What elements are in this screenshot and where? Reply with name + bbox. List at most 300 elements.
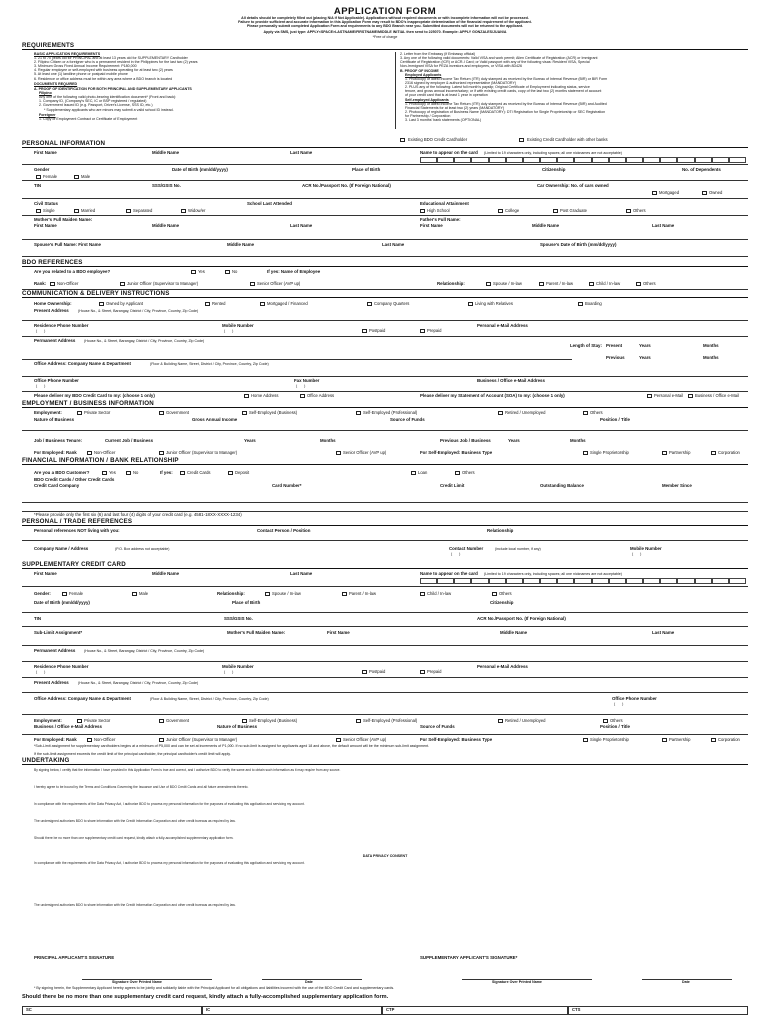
- rule: [22, 626, 748, 627]
- private-label: Private Sector: [84, 410, 111, 415]
- first-name-label: First Name: [34, 150, 57, 155]
- undertaking-paragraph: The undersigned authorizes BDO to share information with the Credit Information Corporation and other credit bureaus as required by law.: [34, 903, 236, 907]
- corporation-label: Corporation: [718, 450, 740, 455]
- card-char-box[interactable]: [557, 157, 574, 163]
- present-months-label: Months: [703, 343, 719, 348]
- supp-emp-others-label: Others: [610, 718, 623, 723]
- supp-senior-checkbox[interactable]: [336, 738, 341, 742]
- rule: [22, 239, 748, 240]
- spouse-middle-label: Middle Name: [227, 242, 255, 247]
- employment-heading: EMPLOYMENT / BUSINESS INFORMATION: [22, 400, 154, 407]
- emp-nonofficer-label: Non-Officer: [94, 450, 116, 455]
- card-char-box[interactable]: [643, 157, 660, 163]
- rule: [22, 430, 748, 431]
- rule: [22, 586, 748, 587]
- section-bar: [22, 525, 748, 526]
- card-char-box[interactable]: [471, 157, 488, 163]
- rule: [22, 359, 572, 360]
- card-char-box[interactable]: [592, 578, 609, 584]
- name-on-card-note: (Limited to 19 characters only, including spaces; all one nicknames are not acceptable): [484, 150, 622, 155]
- ref-mobile-paren: ( ): [632, 552, 642, 556]
- member-since-label: Member Since: [662, 483, 692, 488]
- supp-private-label: Private Sector: [84, 718, 111, 723]
- card-char-box[interactable]: [677, 157, 694, 163]
- self-prof-label: Self-Employed (Professional): [363, 410, 418, 415]
- gender-label: Gender: [34, 167, 50, 172]
- supp-middle-label: Middle Name: [152, 571, 180, 576]
- card-char-box[interactable]: [592, 157, 609, 163]
- list-item: tenure, and gross annual income/salary; or if with existing credit cards, copy of the last two (2) months statement of account: [405, 89, 602, 94]
- supp-spouse-checkbox[interactable]: [265, 592, 270, 596]
- ref-others-checkbox[interactable]: [636, 282, 641, 286]
- college-checkbox[interactable]: [498, 209, 503, 213]
- fin-cc-checkbox[interactable]: [180, 471, 185, 475]
- customer-no-checkbox[interactable]: [126, 471, 131, 475]
- bdo-customer-q: Are you a BDO Customer?: [34, 470, 90, 475]
- list-item: for Partnership / Corporation: [405, 113, 451, 118]
- card-char-box[interactable]: [454, 578, 471, 584]
- customer-yes-checkbox[interactable]: [102, 471, 107, 475]
- related-yes-checkbox[interactable]: [191, 270, 196, 274]
- ref-contact-note: (include local number, if any): [495, 546, 541, 551]
- footer-cts-box: [568, 1006, 748, 1015]
- emp-senior-checkbox[interactable]: [336, 451, 341, 455]
- card-char-box[interactable]: [540, 157, 557, 163]
- last-name-label: Last Name: [290, 150, 313, 155]
- card-char-box[interactable]: [420, 157, 437, 163]
- fin-if-yes-label: If yes:: [160, 470, 173, 475]
- card-char-box[interactable]: [712, 157, 729, 163]
- card-char-box[interactable]: [557, 578, 574, 584]
- rule: [22, 540, 748, 541]
- card-char-box[interactable]: [420, 578, 437, 584]
- ref-parent-checkbox[interactable]: [539, 282, 544, 286]
- supp-tin-label: TIN: [34, 616, 42, 621]
- supp-spouse-label: Spouse / In-law: [272, 591, 301, 596]
- list-item: 6. Residence or office address must be within any area where a BDO branch is located: [34, 76, 173, 81]
- emp-others-checkbox[interactable]: [583, 411, 588, 415]
- credit-limit-label: Credit Limit: [440, 483, 465, 488]
- supp-male-checkbox[interactable]: [132, 592, 137, 596]
- supp-private-checkbox[interactable]: [77, 719, 82, 723]
- ref-junior-label: Junior Officer (Supervisor to Manager): [127, 281, 199, 286]
- emp-senior-label: Senior Officer (AVP up): [343, 450, 387, 455]
- retired-checkbox[interactable]: [498, 411, 503, 415]
- section-bar: [22, 764, 748, 765]
- res-phone-label: Residence Phone Number: [34, 323, 89, 328]
- supp-mother-label: Mother's Full Maiden Name:: [227, 630, 286, 635]
- proof-id: A. PROOF OF IDENTIFICATION FOR BOTH PRINCIPAL AND SUPPLEMENTARY APPLICANTS: [34, 86, 192, 91]
- supp-senior-label: Senior Officer (AVP up): [343, 737, 387, 742]
- college-label: College: [505, 208, 520, 213]
- owned-checkbox[interactable]: [702, 191, 707, 195]
- list-item: 1. Photocopy of latest Income Tax Return (ITR) duly stamped as received by the Bureau of Internal Revenue (BIR) or BIR Form: [405, 77, 608, 81]
- acr-label: ACR No./Passport No. (If Foreign National): [302, 183, 391, 188]
- office-address-label: Office Address: Company Name & Department: [34, 361, 131, 366]
- supp-biz-email-label: Business / Office e-Mail Address: [34, 724, 102, 729]
- supp-parent-checkbox[interactable]: [342, 592, 347, 596]
- supp-others-label: Others: [499, 591, 512, 596]
- source-label: Source of Funds: [390, 417, 425, 422]
- supp-office-note: (Floor & Building Name, Street, District / City, Province, Country, Zip Code): [150, 696, 269, 701]
- card-char-box[interactable]: [437, 578, 454, 584]
- list-item: 3. Any one of the following valid documents: Valid VISA and work permit; Alien Certificate of Registration (ACR) or Immigrant: [400, 55, 598, 60]
- citizenship-label: Citizenship: [542, 167, 566, 172]
- fin-deposit-checkbox[interactable]: [228, 471, 233, 475]
- supp-prepaid-checkbox[interactable]: [420, 670, 425, 674]
- financial-heading: FINANCIAL INFORMATION / BANK RELATIONSHIP: [22, 457, 179, 464]
- male-checkbox[interactable]: [74, 175, 79, 179]
- supp-child-checkbox[interactable]: [420, 592, 425, 596]
- father-middle-label: Middle Name: [532, 223, 560, 228]
- supp-mother-first-label: First Name: [327, 630, 350, 635]
- biz-email-label: Business / Office e-Mail Address: [477, 378, 545, 383]
- customer-yes-label: Yes: [109, 470, 116, 475]
- private-checkbox[interactable]: [77, 411, 82, 415]
- supp-corporation-label: Corporation: [718, 737, 740, 742]
- supp-corporation-checkbox[interactable]: [711, 738, 716, 742]
- card-char-box[interactable]: [489, 157, 506, 163]
- undertaking-paragraph: In compliance with the requirements of the Data Privacy Act, I authorize BDO to process my personal information for the purposes of evaluating this application and servicing my account.: [34, 861, 305, 865]
- undertaking-paragraph: The undersigned authorizes BDO to share information with the Credit Information Corporation and other credit bureaus as required by law.: [34, 819, 236, 823]
- card-char-box[interactable]: [626, 157, 643, 163]
- owned-applicant-checkbox[interactable]: [99, 302, 104, 306]
- other-cards-label: BDO Credit Cards / Other Credit Cards: [34, 477, 115, 482]
- supp-nature-label: Nature of Business: [217, 724, 258, 729]
- spouse-dob-label: Spouse's Date of Birth (mm/dd/yyyy): [540, 242, 617, 247]
- card-company-label: Credit Card Company: [34, 483, 80, 488]
- school-label: School Last Attended: [247, 201, 292, 206]
- supp-emp-others-checkbox[interactable]: [603, 719, 608, 723]
- highschool-checkbox[interactable]: [420, 209, 425, 213]
- card-char-box[interactable]: [437, 157, 454, 163]
- section-bar: [22, 407, 748, 408]
- deliver-card-label: Please deliver my BDO Credit Card to my: (choose 1 only): [34, 393, 155, 398]
- card-char-box[interactable]: [695, 157, 712, 163]
- current-years-label: Years: [244, 438, 256, 443]
- mobile-label: Mobile Number: [222, 323, 254, 328]
- ref-nonofficer-checkbox[interactable]: [50, 282, 55, 286]
- rule: [22, 391, 748, 392]
- government-checkbox[interactable]: [159, 411, 164, 415]
- supp-self-prof-checkbox[interactable]: [356, 719, 361, 723]
- postgrad-label: Post Graduate: [560, 208, 588, 213]
- rented-label: Rented: [212, 301, 226, 306]
- card-char-box[interactable]: [643, 578, 660, 584]
- existing-bdo-label: Existing BDO Credit Cardholder: [408, 137, 468, 142]
- soa-personal-checkbox[interactable]: [647, 394, 652, 398]
- deliver-office-checkbox[interactable]: [300, 394, 305, 398]
- card-char-box[interactable]: [523, 157, 540, 163]
- footer-ic-box: [202, 1006, 382, 1015]
- filipino-item-2: 2. Government Issued ID (e.g. Passport, Driver's License, SSS ID, etc.): [39, 103, 153, 107]
- list-item: 2316 signed by employer & authorized representative (MANDATORY): [405, 81, 517, 86]
- supp-retired-checkbox[interactable]: [498, 719, 503, 723]
- previous-years-label2: Years: [508, 438, 520, 443]
- existing-other-label: Existing Credit Cardholder with other banks: [527, 137, 608, 142]
- section-bar: [22, 568, 748, 569]
- partnership-label: Partnership: [669, 450, 691, 455]
- card-char-box[interactable]: [506, 578, 523, 584]
- ref-child-checkbox[interactable]: [589, 282, 594, 286]
- employed-label: Employed Applicants: [405, 73, 442, 77]
- ref-company-label: Company Name / Address: [34, 546, 89, 551]
- mortgaged-checkbox[interactable]: [652, 191, 657, 195]
- comm-heading: COMMUNICATION & DELIVERY INSTRUCTIONS: [22, 290, 170, 297]
- supp-for-employed-label: For Employed: Rank: [34, 737, 77, 742]
- rule: [22, 376, 748, 377]
- prepaid-checkbox[interactable]: [420, 329, 425, 333]
- postgrad-checkbox[interactable]: [553, 209, 558, 213]
- supp-partnership-checkbox[interactable]: [662, 738, 667, 742]
- list-item: 4. Regular employee or self-employed with business operating for at least two (2) years: [34, 68, 173, 73]
- rank-label: Rank:: [34, 281, 47, 286]
- boarding-label: Boarding: [585, 301, 602, 306]
- supp-date-caption: Date: [682, 980, 690, 984]
- supp-junior-checkbox[interactable]: [159, 738, 164, 742]
- related-q: Are you related to a BDO employee?: [34, 269, 111, 274]
- relationship-label: Relationship:: [437, 281, 465, 286]
- undertaking-paragraph: In compliance with the requirements of the Data Privacy Act, I authorize BDO to process my personal information for the purposes of evaluating this application and servicing my account.: [34, 802, 305, 806]
- retired-label: Retired / Unemployed: [505, 410, 546, 415]
- list-item: 3. Last 3 months' bank statements (OPTIONAL): [405, 117, 482, 122]
- card-char-box[interactable]: [712, 578, 729, 584]
- present-stay-label: Present: [606, 343, 623, 348]
- supp-first-label: First Name: [34, 571, 57, 576]
- rule: [22, 320, 748, 321]
- if-yes-label: If yes: Name of Employee: [267, 269, 321, 274]
- fin-loan-checkbox[interactable]: [411, 471, 416, 475]
- card-char-box[interactable]: [489, 578, 506, 584]
- supp-postpaid-checkbox[interactable]: [362, 670, 367, 674]
- intro-line-2: Failure to provide sufficient and accurate information in this Application Form may result to BDO's inappropriate determination of the financial requirement of the applicant.: [238, 20, 532, 24]
- supp-junior-label: Junior Officer (Supervisor to Manager): [166, 737, 238, 742]
- male-label: Male: [81, 174, 91, 179]
- boarding-checkbox[interactable]: [578, 302, 583, 306]
- existing-bdo-checkbox[interactable]: [400, 138, 405, 142]
- supp-sig-caption: Signature Over Printed Name: [492, 980, 542, 984]
- supp-self-prof-label: Self-Employed (Professional): [363, 718, 418, 723]
- married-label: Married: [81, 208, 96, 213]
- supp-self-checkbox[interactable]: [242, 719, 247, 723]
- deliver-office-label: Office Address: [307, 393, 335, 398]
- postpaid-checkbox[interactable]: [362, 329, 367, 333]
- partnership-checkbox[interactable]: [662, 451, 667, 455]
- related-no-checkbox[interactable]: [225, 270, 230, 274]
- supp-office-label: Office Address: Company Name & Department: [34, 696, 131, 701]
- related-no-label: No: [232, 269, 238, 274]
- card-char-box[interactable]: [626, 578, 643, 584]
- deliver-soa-label: Please deliver my Statement of Account (SOA) to my: (choose 1 only): [420, 393, 565, 398]
- supp-retired-label: Retired / Unemployed: [505, 718, 546, 723]
- deliver-home-checkbox[interactable]: [244, 394, 249, 398]
- prepaid-label: Prepaid: [427, 328, 442, 333]
- card-char-box[interactable]: [609, 578, 626, 584]
- supp-mother-last-label: Last Name: [652, 630, 675, 635]
- married-checkbox[interactable]: [74, 209, 79, 213]
- female-checkbox[interactable]: [36, 175, 41, 179]
- office-phone-label: Office Phone Number: [34, 378, 79, 383]
- emp-nonofficer-checkbox[interactable]: [87, 451, 92, 455]
- rule: [22, 714, 748, 715]
- self-prof-checkbox[interactable]: [356, 411, 361, 415]
- card-char-box[interactable]: [609, 157, 626, 163]
- widow-checkbox[interactable]: [181, 209, 186, 213]
- card-char-box[interactable]: [471, 578, 488, 584]
- fin-others-checkbox[interactable]: [455, 471, 460, 475]
- rented-checkbox[interactable]: [205, 302, 210, 306]
- fax-label: Fax Number: [294, 378, 320, 383]
- supp-partnership-label: Partnership: [669, 737, 691, 742]
- ref-junior-checkbox[interactable]: [120, 282, 125, 286]
- supp-nonofficer-label: Non-Officer: [94, 737, 116, 742]
- name-on-card-boxes[interactable]: [420, 157, 746, 163]
- supp-gender-label: Gender:: [34, 591, 51, 596]
- proof-income: B. PROOF OF INCOME: [400, 69, 439, 73]
- supp-male-label: Male: [139, 591, 149, 596]
- mortgaged-home-label: Mortgaged / Financed: [267, 301, 308, 306]
- card-char-box[interactable]: [454, 157, 471, 163]
- application-form: [22, 6, 748, 1018]
- intro-line-3: Please personally submit completed Application Form and requirements to any BDO Branch near you. Submitted documents will not be returned to the applicant.: [246, 24, 524, 28]
- rule: [22, 198, 748, 199]
- ref-senior-checkbox[interactable]: [250, 282, 255, 286]
- fin-deposit-label: Deposit: [235, 470, 250, 475]
- card-char-box[interactable]: [574, 157, 591, 163]
- section-bar: [22, 147, 748, 148]
- supp-female-checkbox[interactable]: [62, 592, 67, 596]
- name-on-card-label: Name to appear on the card: [420, 150, 478, 155]
- supp-res-paren: ( ): [36, 670, 46, 674]
- card-char-box[interactable]: [660, 578, 677, 584]
- single-prop-checkbox[interactable]: [583, 451, 588, 455]
- footer-ctp-box: [382, 1006, 568, 1015]
- list-item: 1. 21 to 70 years old for PRINCIPAL and at least 13 years old for SUPPLEMENTARY Cardholder: [34, 56, 188, 60]
- permanent-address-label: Permanent Address: [34, 338, 76, 343]
- supp-for-self-label: For Self-Employed: Business Type: [420, 737, 493, 742]
- previous-months-label2: Months: [570, 438, 586, 443]
- separated-checkbox[interactable]: [126, 209, 131, 213]
- corporation-checkbox[interactable]: [711, 451, 716, 455]
- emp-junior-checkbox[interactable]: [159, 451, 164, 455]
- supp-name-card-note: (Limited to 19 characters only, including spaces; all one nicknames are not acceptable): [484, 571, 622, 576]
- supp-sublimit-label: Sub-Limit Assignment*: [34, 630, 83, 635]
- card-char-box[interactable]: [523, 578, 540, 584]
- highschool-label: High School: [427, 208, 450, 213]
- mother-middle-label: Middle Name: [152, 223, 180, 228]
- list-item: 2. PLUS any of the following: Latest full month's payslip; Original Certificate of Employment indicating status, service: [405, 85, 590, 90]
- card-char-box[interactable]: [574, 578, 591, 584]
- supp-sig-label: SUPPLEMENTARY APPLICANT'S SIGNATURE*: [420, 955, 518, 960]
- deliver-home-label: Home Address: [251, 393, 279, 398]
- for-self-label: For Self-Employed: Business Type: [420, 450, 493, 455]
- ref-spouse-checkbox[interactable]: [486, 282, 491, 286]
- card-char-box[interactable]: [660, 157, 677, 163]
- footer-sc: SC: [26, 1007, 32, 1012]
- refs-heading: PERSONAL / TRADE REFERENCES: [22, 518, 133, 525]
- supp-permanent-note: (House No., & Street, Barangay, District / City, Province, Country, Zip Code): [84, 648, 205, 653]
- supp-single-prop-checkbox[interactable]: [583, 738, 588, 742]
- supp-nonofficer-checkbox[interactable]: [87, 738, 92, 742]
- card-char-box[interactable]: [695, 578, 712, 584]
- rule: [22, 661, 748, 662]
- contact-person-label: Contact Person / Position: [257, 528, 311, 533]
- card-digits-note: *Please provide only the first six (6) and last four (4) digits of your credit card (e.g. 4581-18XX-XXXX-1234): [34, 512, 242, 517]
- rule: [22, 215, 748, 216]
- single-label: Single: [43, 208, 55, 213]
- supp-government-checkbox[interactable]: [159, 719, 164, 723]
- filipino-label: Filipino: [39, 91, 52, 95]
- length-stay-label: Length of Stay:: [570, 343, 602, 348]
- supp-employment-label: Employment:: [34, 718, 62, 723]
- footer-cts: CTS: [572, 1007, 581, 1012]
- present-address-note: (House No., & Street, Barangay, District / City, Province, Country, Zip Code): [78, 308, 199, 313]
- single-checkbox[interactable]: [36, 209, 41, 213]
- supp-citizenship-label: Citizenship: [490, 600, 514, 605]
- foreigner-label: Foreigner: [39, 112, 56, 117]
- card-number-label: Card Number*: [272, 483, 302, 488]
- others-label: Others: [633, 208, 646, 213]
- others-checkbox[interactable]: [626, 209, 631, 213]
- sss-label: SSS/GSIS No.: [152, 183, 181, 188]
- list-item: Financial Statements for at least two (2) years (MANDATORY): [405, 105, 505, 110]
- emp-others-label: Others: [590, 410, 603, 415]
- fin-loan-label: Loan: [418, 470, 428, 475]
- tin-label: TIN: [34, 183, 42, 188]
- emp-junior-label: Junior Officer (Supervisor to Manager): [166, 450, 238, 455]
- card-char-box[interactable]: [506, 157, 523, 163]
- bottom-note: Should there be no more than one supplementary credit card request, kindly attach a fully-accomplished supplementary application form.: [22, 994, 389, 1000]
- supp-last-label: Last Name: [290, 571, 313, 576]
- ref-others-label: Others: [643, 281, 656, 286]
- section-bar: [22, 49, 748, 50]
- card-char-box[interactable]: [540, 578, 557, 584]
- government-label: Government: [166, 410, 190, 415]
- living-relatives-checkbox[interactable]: [468, 302, 473, 306]
- rule: [22, 645, 748, 646]
- card-char-box[interactable]: [677, 578, 694, 584]
- footer-ctp: CTP: [386, 1007, 395, 1012]
- company-quarters-checkbox[interactable]: [367, 302, 372, 306]
- req-divider: [395, 52, 396, 129]
- nature-label: Nature of Business: [34, 417, 75, 422]
- existing-other-checkbox[interactable]: [519, 138, 524, 142]
- supp-name-card-boxes[interactable]: [420, 578, 746, 584]
- civil-label: Civil Status: [34, 201, 58, 206]
- list-item: 1. Photocopy of latest Income Tax Return (ITR) duly stamped as received by the Bureau of Internal Revenue (BIR) and Audited: [405, 101, 607, 106]
- supp-child-label: Child / In-law: [427, 591, 452, 596]
- mother-last-label: Last Name: [290, 223, 313, 228]
- pob-label: Place of Birth: [352, 167, 381, 172]
- dob-label: Date of Birth (mm/dd/yyyy): [172, 167, 228, 172]
- father-label: Father's Full Name:: [420, 217, 461, 222]
- mortgaged-home-checkbox[interactable]: [260, 302, 265, 306]
- section-bar: [22, 297, 748, 298]
- section-bar: [22, 464, 748, 465]
- female-label: Female: [43, 174, 57, 179]
- card-char-box[interactable]: [729, 157, 746, 163]
- list-item: 3. Minimum Gross Fixed Annual Income Requirement: P180,000: [34, 64, 137, 69]
- card-char-box[interactable]: [729, 578, 746, 584]
- self-business-checkbox[interactable]: [242, 411, 247, 415]
- supp-pob-label: Place of Birth: [232, 600, 261, 605]
- car-label: Car Ownership: No. of cars owned: [537, 183, 609, 188]
- soa-business-checkbox[interactable]: [688, 394, 693, 398]
- list-item: Certificate of Registration (ICR) or ACR-I Card; or Valid passport with any of the following visas: Resident VISA, Special: [400, 59, 590, 64]
- supp-others-checkbox[interactable]: [492, 592, 497, 596]
- supp-present-note: (House No., & Street, Barangay, District / City, Province, Country, Zip Code): [78, 680, 199, 685]
- current-months-label: Months: [320, 438, 336, 443]
